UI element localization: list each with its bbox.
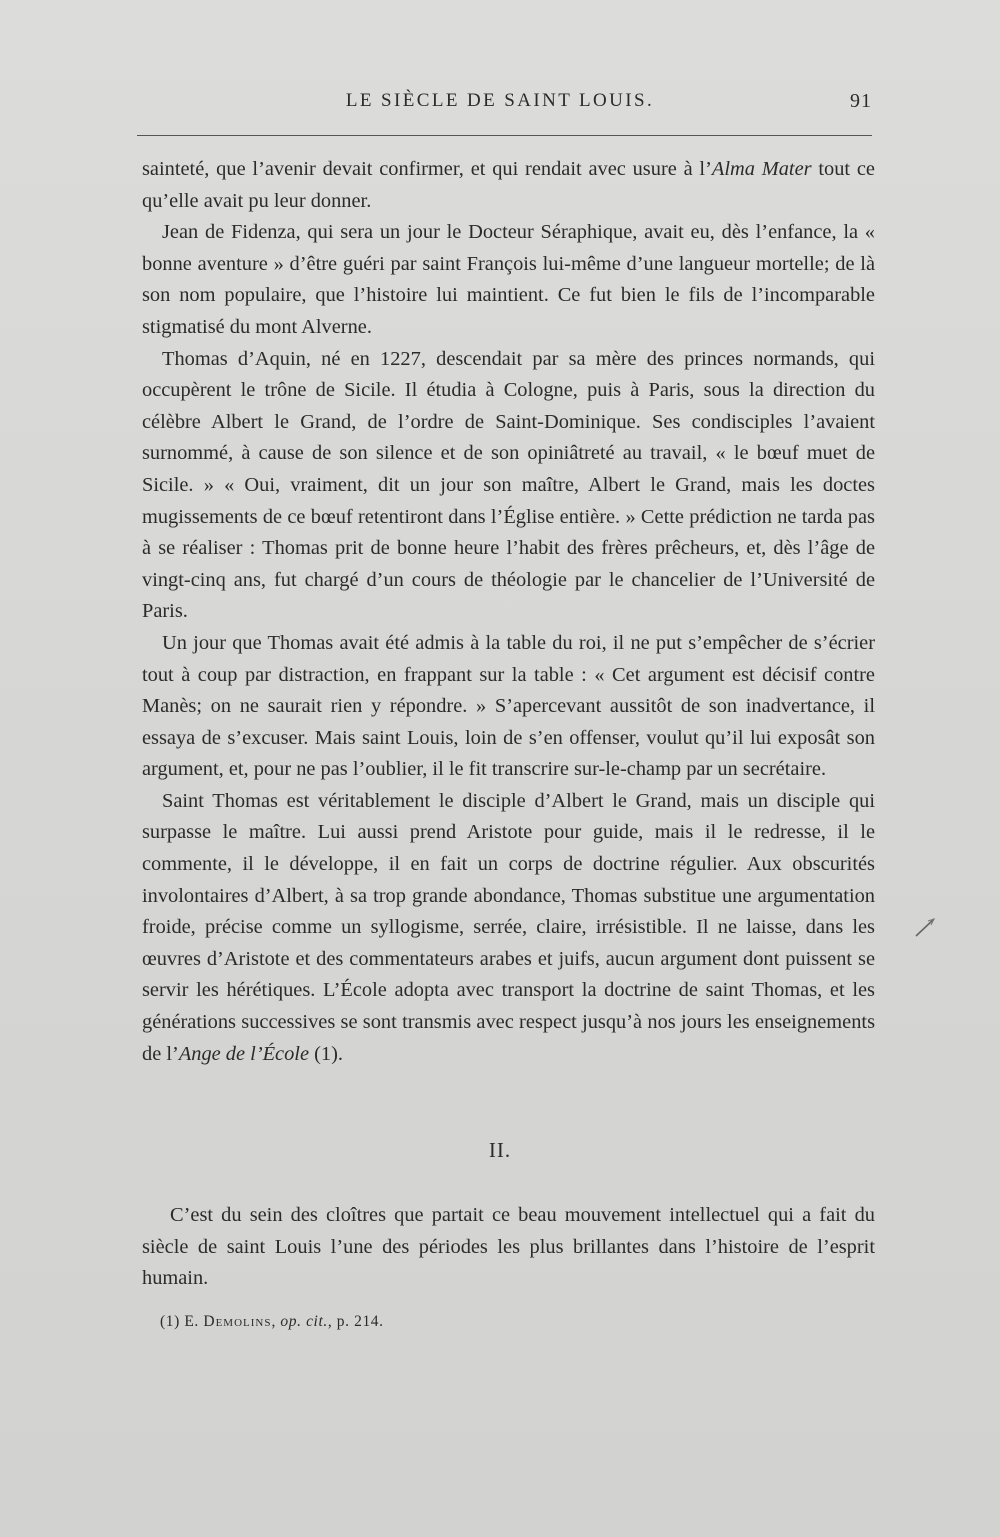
section-paragraph: C’est du sein des cloîtres que partait ce beau mouvement intellectuel qui a fait du siècle de saint Louis l’une des périodes les plus brillantes dans l’histoire de l’esprit humain. (142, 1204, 875, 1290)
running-title: LE SIÈCLE DE SAINT LOUIS. (345, 90, 655, 111)
running-header (0, 88, 1000, 118)
footnote-author: Demolins (203, 1313, 272, 1330)
section-numeral: II. (488, 1138, 512, 1162)
paragraph-1-text: sainteté, que l’avenir devait confirmer, et qui rendait avec usure à l’ (142, 158, 712, 180)
main-text (142, 154, 875, 1070)
paragraph-2: Jean de Fidenza, qui sera un jour le Docteur Séraphique, avait eu, dès l’enfance, la « bonne aventure » d’être guéri par saint François lui-même d’une langueur mortelle; de là son nom populaire, que l’histoire lui maintient. Ce fut bien le fils de l’incomparable stigmatisé du mont Alverne. (142, 221, 875, 338)
footnote-ref: op. cit. (280, 1313, 328, 1330)
paragraph-5 (142, 786, 875, 1070)
section-text (142, 1200, 875, 1295)
paragraph-1 (142, 154, 875, 217)
paragraph-1-end: tout ce qu’elle avait pu leur donner. (142, 158, 875, 212)
footnote-page: , p. 214. (327, 1313, 384, 1330)
ange-ecole-italic: Ange de l’École (178, 1042, 310, 1065)
paragraph-3: Thomas d’Aquin, né en 1227, descendait par sa mère des princes normands, qui occupèrent le trône de Sicile. Il étudia à Cologne, puis à Paris, sous la direction du célèbre Albert le Grand, de l’ordre de Saint-Dominique. Ses condisciples l’avaient surnommé, à cause de son silence et de son opiniâtreté au travail, « le bœuf muet de Sicile. » « Oui, vraiment, dit un jour son maître, Albert le Grand, mais les doctes mugissements de ce bœuf retentiront dans l’Église entière. » Cette prédiction ne tarda pas à se réaliser : Thomas prit de bonne heure l’habit des frères prêcheurs, et, dès l’âge de vingt-cinq ans, fut chargé d’un cours de théologie par le chancelier de l’Université de Paris. (142, 347, 875, 623)
pencil-mark-icon (914, 916, 936, 938)
page-number: 91 (850, 90, 872, 112)
paragraph-4: Un jour que Thomas avait été admis à la table du roi, il ne put s’empêcher de s’écrier tout à coup par distraction, en frappant sur la table : « Cet argument est décisif contre Manès; on ne saurait rien y répondre. » S’apercevant aussitôt de son inadvertance, il essaya de s’excuser. Mais saint Louis, loin de s’en offenser, voulut qu’il lui exposât son argument, et, pour ne pas l’oublier, il le fit transcrire sur-le-champ par un secrétaire. (142, 631, 875, 781)
alma-mater-italic: Alma Mater (711, 158, 812, 180)
footnote (160, 1313, 384, 1331)
footnote-marker: (1) E. (160, 1313, 204, 1330)
footnote-sep: , (271, 1313, 281, 1330)
header-rule (137, 135, 872, 136)
paragraph-5-text: Saint Thomas est véritablement le disciple d’Albert le Grand, mais un disciple qui surpasse le maître. Lui aussi prend Aristote pour guide, mais il le redresse, il le commente, il le développe, il en fait un corps de doctrine régulier. Aux obscurités involontaires d’Albert, à sa trop grande abondance, Thomas substitue une argumentation froide, précise comme un syllogisme, serrée, claire, irrésistible. Il ne laisse, dans les œuvres d’Aristote et des commentateurs arabes et juifs, aucun argument dont puissent se servir les hérétiques. L’École adopta avec transport la doctrine de saint Thomas, et les générations successives se sont transmis avec respect jusqu’à nos jours les enseignements de l’ (142, 789, 875, 1065)
paragraph-5-end: (1). (309, 1042, 344, 1065)
